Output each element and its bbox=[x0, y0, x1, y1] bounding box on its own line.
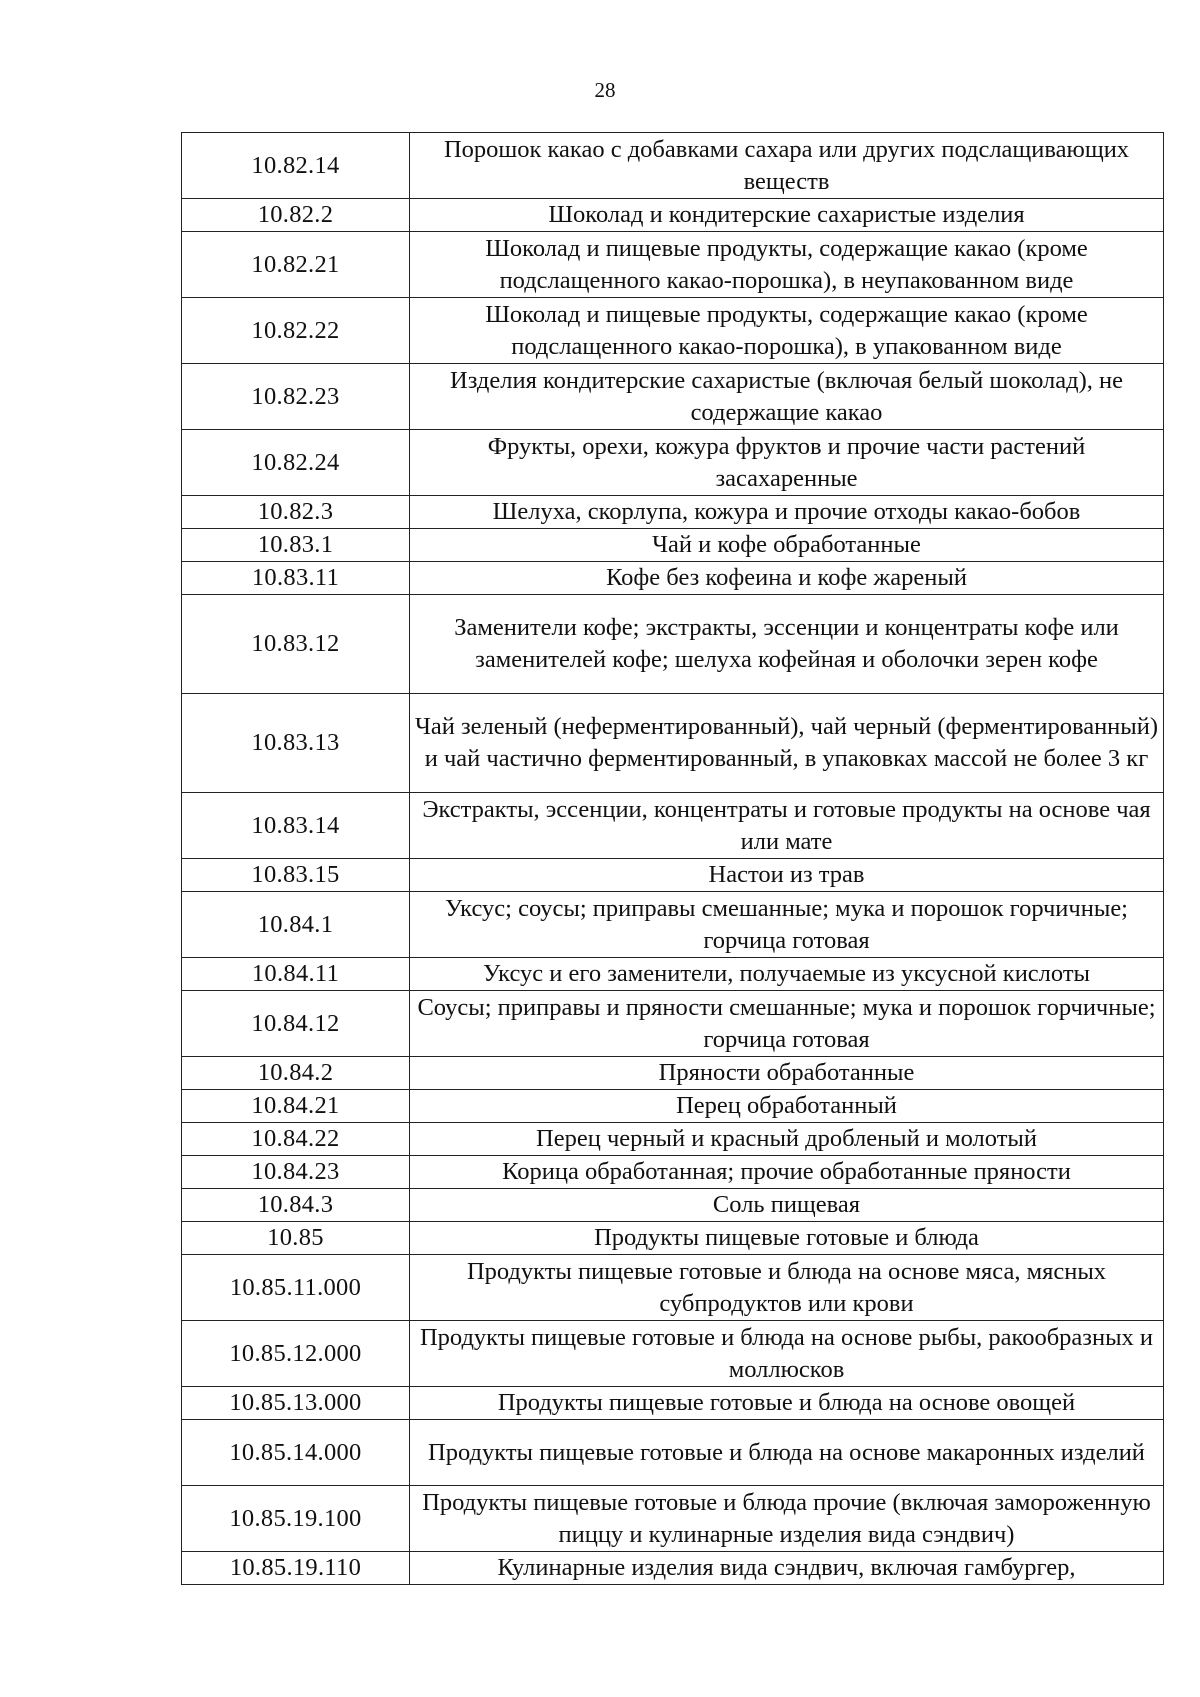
table-row bbox=[182, 595, 1164, 694]
code-cell: 10.84.3 bbox=[182, 1189, 410, 1222]
code-cell: 10.82.23 bbox=[182, 364, 410, 430]
name-cell: Продукты пищевые готовые и блюда на основе овощей bbox=[410, 1387, 1164, 1420]
name-cell: Чай и кофе обработанные bbox=[410, 529, 1164, 562]
table-row bbox=[182, 1123, 1164, 1156]
code-cell: 10.84.21 bbox=[182, 1090, 410, 1123]
table-row bbox=[182, 1387, 1164, 1420]
table-row bbox=[182, 364, 1164, 430]
name-cell: Соль пищевая bbox=[410, 1189, 1164, 1222]
table-row bbox=[182, 991, 1164, 1057]
table-row bbox=[182, 430, 1164, 496]
table-body bbox=[182, 133, 1164, 1585]
code-cell: 10.84.23 bbox=[182, 1156, 410, 1189]
code-cell: 10.84.22 bbox=[182, 1123, 410, 1156]
table-row bbox=[182, 529, 1164, 562]
code-cell: 10.84.1 bbox=[182, 892, 410, 958]
table-row bbox=[182, 1552, 1164, 1585]
name-cell: Кофе без кофеина и кофе жареный bbox=[410, 562, 1164, 595]
name-cell: Продукты пищевые готовые и блюда на основе макаронных изделий bbox=[410, 1420, 1164, 1486]
name-cell: Шоколад и пищевые продукты, содержащие какао (кроме подслащенного какао-порошка), в неупакованном виде bbox=[410, 232, 1164, 298]
name-cell: Соусы; приправы и пряности смешанные; мука и порошок горчичные; горчица готовая bbox=[410, 991, 1164, 1057]
table-row bbox=[182, 1156, 1164, 1189]
code-cell: 10.85.11.000 bbox=[182, 1255, 410, 1321]
table-row bbox=[182, 562, 1164, 595]
name-cell: Порошок какао с добавками сахара или других подслащивающих веществ bbox=[410, 133, 1164, 199]
table-row bbox=[182, 133, 1164, 199]
name-cell: Экстракты, эссенции, концентраты и готовые продукты на основе чая или мате bbox=[410, 793, 1164, 859]
name-cell: Кулинарные изделия вида сэндвич, включая гамбургер, bbox=[410, 1552, 1164, 1585]
table-row bbox=[182, 1189, 1164, 1222]
code-cell: 10.85.19.100 bbox=[182, 1486, 410, 1552]
code-cell: 10.83.14 bbox=[182, 793, 410, 859]
code-cell: 10.83.15 bbox=[182, 859, 410, 892]
table-row bbox=[182, 1486, 1164, 1552]
code-cell: 10.82.24 bbox=[182, 430, 410, 496]
code-cell: 10.85 bbox=[182, 1222, 410, 1255]
page-number: 28 bbox=[594, 78, 616, 102]
table-row bbox=[182, 958, 1164, 991]
table-row bbox=[182, 859, 1164, 892]
code-cell: 10.82.22 bbox=[182, 298, 410, 364]
code-cell: 10.84.12 bbox=[182, 991, 410, 1057]
code-cell: 10.83.12 bbox=[182, 595, 410, 694]
code-cell: 10.82.2 bbox=[182, 199, 410, 232]
table-row bbox=[182, 694, 1164, 793]
name-cell: Пряности обработанные bbox=[410, 1057, 1164, 1090]
code-cell: 10.82.3 bbox=[182, 496, 410, 529]
table-row bbox=[182, 793, 1164, 859]
name-cell: Чай зеленый (неферментированный), чай черный (ферментированный) и чай частично ферментированный, в упаковках массой не более 3 кг bbox=[410, 694, 1164, 793]
name-cell: Шелуха, скорлупа, кожура и прочие отходы какао-бобов bbox=[410, 496, 1164, 529]
table-row bbox=[182, 1255, 1164, 1321]
table-row bbox=[182, 1090, 1164, 1123]
name-cell: Настои из трав bbox=[410, 859, 1164, 892]
code-cell: 10.83.13 bbox=[182, 694, 410, 793]
code-cell: 10.85.14.000 bbox=[182, 1420, 410, 1486]
code-cell: 10.83.1 bbox=[182, 529, 410, 562]
table-row bbox=[182, 1057, 1164, 1090]
code-cell: 10.83.11 bbox=[182, 562, 410, 595]
name-cell: Заменители кофе; экстракты, эссенции и концентраты кофе или заменителей кофе; шелуха кофейная и оболочки зерен кофе bbox=[410, 595, 1164, 694]
name-cell: Продукты пищевые готовые и блюда на основе рыбы, ракообразных и моллюсков bbox=[410, 1321, 1164, 1387]
table-row bbox=[182, 892, 1164, 958]
code-cell: 10.82.21 bbox=[182, 232, 410, 298]
table-row bbox=[182, 298, 1164, 364]
okpd-code-table bbox=[181, 132, 1164, 1585]
table-row bbox=[182, 1222, 1164, 1255]
name-cell: Уксус и его заменители, получаемые из уксусной кислоты bbox=[410, 958, 1164, 991]
name-cell: Фрукты, орехи, кожура фруктов и прочие части растений засахаренные bbox=[410, 430, 1164, 496]
table-row bbox=[182, 1321, 1164, 1387]
code-cell: 10.85.12.000 bbox=[182, 1321, 410, 1387]
code-cell: 10.84.11 bbox=[182, 958, 410, 991]
code-cell: 10.85.19.110 bbox=[182, 1552, 410, 1585]
name-cell: Корица обработанная; прочие обработанные пряности bbox=[410, 1156, 1164, 1189]
name-cell: Продукты пищевые готовые и блюда bbox=[410, 1222, 1164, 1255]
table-row bbox=[182, 232, 1164, 298]
code-cell: 10.85.13.000 bbox=[182, 1387, 410, 1420]
name-cell: Продукты пищевые готовые и блюда на основе мяса, мясных субпродуктов или крови bbox=[410, 1255, 1164, 1321]
name-cell: Уксус; соусы; приправы смешанные; мука и порошок горчичные; горчица готовая bbox=[410, 892, 1164, 958]
table-row bbox=[182, 199, 1164, 232]
table-row bbox=[182, 1420, 1164, 1486]
code-cell: 10.82.14 bbox=[182, 133, 410, 199]
name-cell: Шоколад и пищевые продукты, содержащие какао (кроме подслащенного какао-порошка), в упакованном виде bbox=[410, 298, 1164, 364]
name-cell: Перец обработанный bbox=[410, 1090, 1164, 1123]
name-cell: Продукты пищевые готовые и блюда прочие (включая замороженную пиццу и кулинарные изделия вида сэндвич) bbox=[410, 1486, 1164, 1552]
table-row bbox=[182, 496, 1164, 529]
name-cell: Изделия кондитерские сахаристые (включая белый шоколад), не содержащие какао bbox=[410, 364, 1164, 430]
name-cell: Перец черный и красный дробленый и молотый bbox=[410, 1123, 1164, 1156]
code-cell: 10.84.2 bbox=[182, 1057, 410, 1090]
name-cell: Шоколад и кондитерские сахаристые изделия bbox=[410, 199, 1164, 232]
